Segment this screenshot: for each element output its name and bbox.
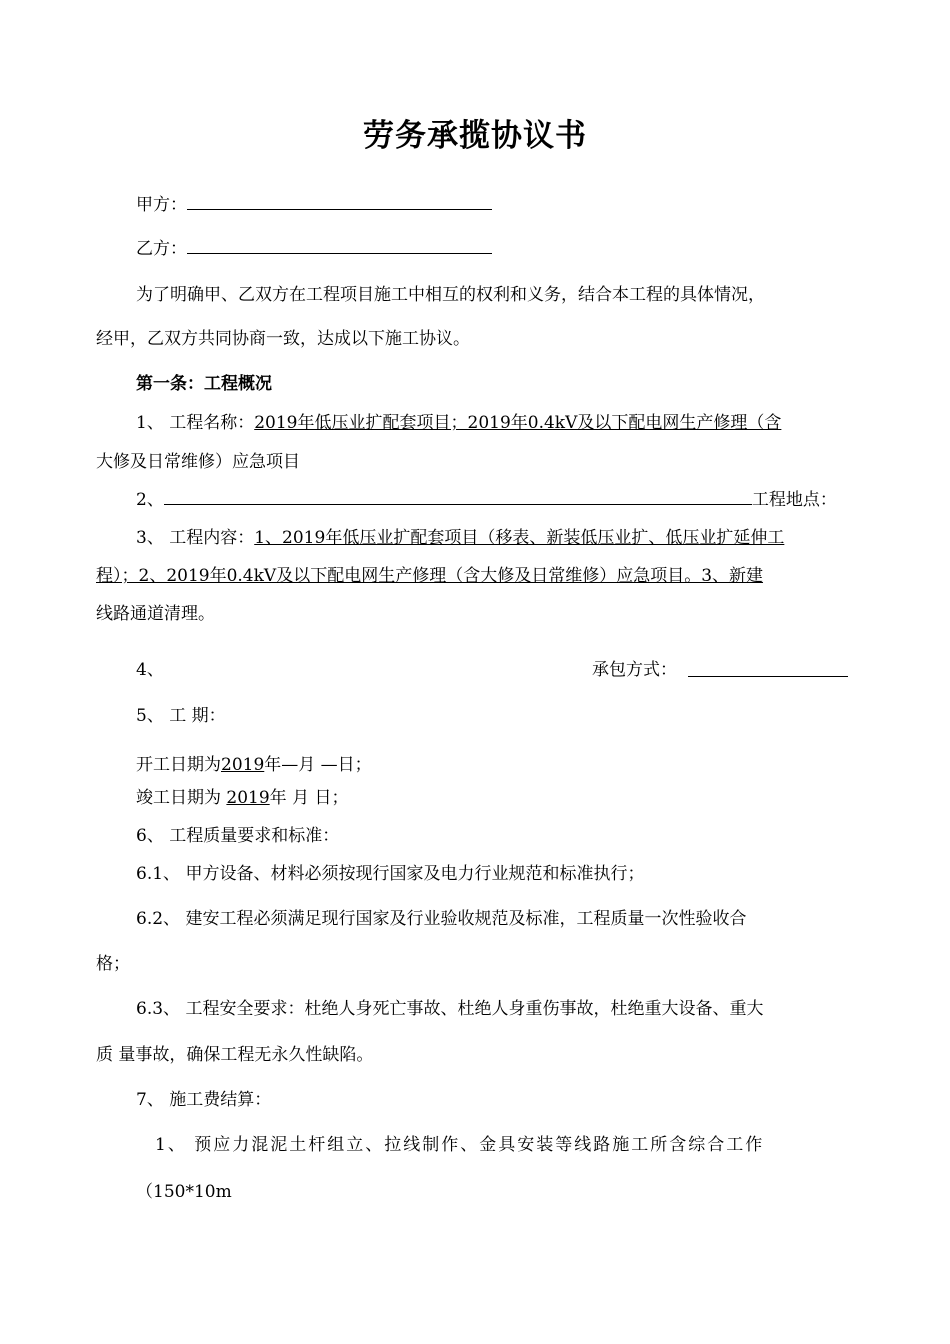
start-suffix: 年—月 —日； [264, 755, 372, 775]
item6-3-line-1: 6.3、 工程安全要求：杜绝人身死亡事故、杜绝人身重伤事故，杜绝重大设备、重大 [136, 999, 764, 1019]
end-prefix: 竣工日期为 [136, 788, 227, 808]
item6-1-line: 6.1、 甲方设备、材料必须按现行国家及电力行业规范和标准执行； [136, 864, 645, 884]
item4-line [136, 658, 862, 682]
item3-value-1: 1、2019年低压业扩配套项目（移表、新装低压业扩、低压业扩延伸工 [254, 528, 785, 548]
item1-value-1: 2019年低压业扩配套项目；2019年0.4kV及以下配电网生产修理（含 [254, 413, 782, 433]
party-b-label: 乙方： [136, 239, 187, 259]
document-title: 劳务承揽协议书 [363, 118, 587, 154]
party-a-label: 甲方： [136, 195, 187, 215]
item3-line-1 [136, 526, 862, 550]
start-year: 2019 [221, 755, 265, 775]
item6-2-line-1: 6.2、 建安工程必须满足现行国家及行业验收规范及标准，工程质量一次性验收合 [136, 909, 747, 929]
item1-line-1 [136, 411, 862, 435]
intro-line-2: 经甲，乙双方共同协商一致，达成以下施工协议。 [96, 329, 470, 349]
item2-line [136, 488, 862, 512]
item3-prefix: 3、 工程内容： [136, 528, 255, 548]
item5-line: 5、 工 期： [136, 706, 226, 726]
item1-line-2: 大修及日常维修）应急项目 [96, 452, 300, 472]
party-a-line [136, 193, 862, 217]
item6-line: 6、 工程质量要求和标准： [136, 826, 340, 846]
item4-prefix: 4、 [136, 660, 164, 680]
item2-blank[interactable] [164, 488, 752, 505]
item4-label: 承包方式： [592, 660, 677, 680]
party-a-blank[interactable] [187, 193, 492, 210]
item2-prefix: 2、 [136, 490, 164, 510]
start-prefix: 开工日期为 [136, 755, 221, 775]
start-date-line [136, 753, 862, 777]
item7-1-line-2: （150*10m [136, 1182, 232, 1202]
item6-2-line-2: 格； [96, 954, 130, 974]
end-date-line [136, 786, 862, 810]
article1-heading: 第一条：工程概况 [136, 374, 272, 394]
item7-1-line-1: 1、 预应力混泥土杆组立、拉线制作、金具安装等线路施工所含综合工作 [155, 1135, 765, 1155]
end-year: 2019 [226, 788, 270, 808]
item4-blank[interactable] [688, 660, 848, 677]
item1-prefix: 1、 工程名称： [136, 413, 255, 433]
party-b-blank[interactable] [187, 237, 492, 254]
item3-line-3: 线路通道清理。 [96, 604, 215, 624]
item2-suffix: 工程地点： [751, 490, 837, 510]
item3-line-2: 程）；2、2019年0.4kV及以下配电网生产修理（含大修及日常维修）应急项目。3、新建 [96, 566, 764, 586]
item6-3-line-2: 质 量事故，确保工程无永久性缺陷。 [96, 1045, 374, 1065]
party-b-line [136, 237, 862, 261]
item7-line: 7、 施工费结算： [136, 1090, 272, 1110]
end-suffix: 年 月 日； [269, 788, 349, 808]
intro-line-1: 为了明确甲、乙双方在工程项目施工中相互的权利和义务，结合本工程的具体情况， [136, 285, 765, 305]
